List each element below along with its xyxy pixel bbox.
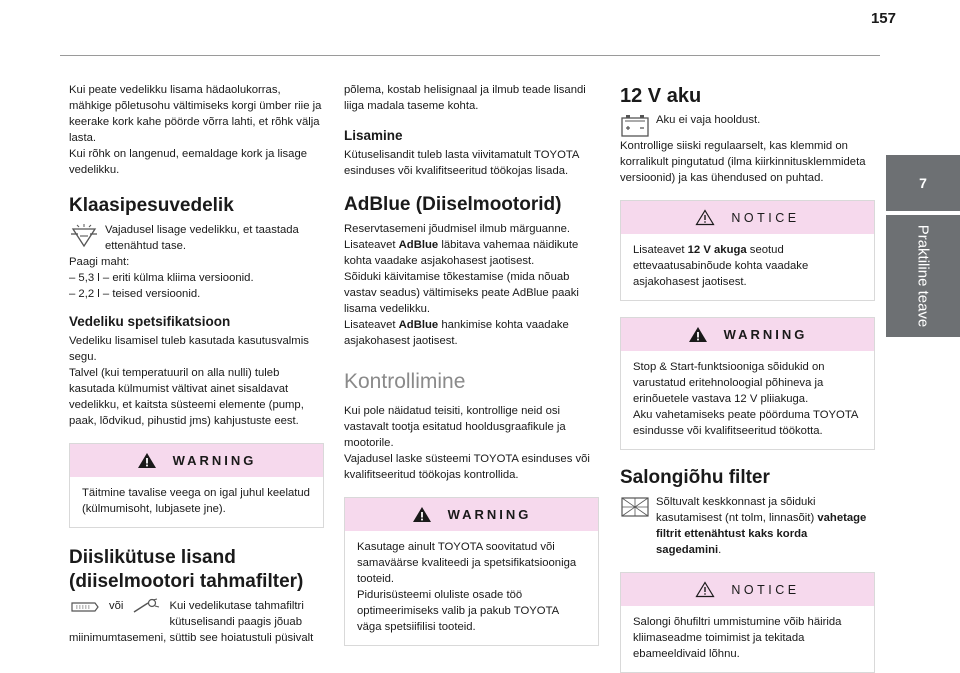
intro-paragraph-2: Kui rõhk on langenud, eemaldage kork ja lisage vedelikku.	[69, 148, 308, 176]
spec-text-1: Vedeliku lisamisel tuleb kasutada kasutusvalmis segu.	[69, 335, 309, 363]
warning-triangle-icon	[412, 506, 432, 523]
engine-service-icon	[131, 598, 161, 616]
fuel-additive-warning-icon	[69, 598, 101, 616]
cabin-filter-heading: Salongiõhu filter	[620, 467, 770, 488]
warning-text: Täitmine tavalise veega on igal juhul keelatud (külmumisoht, lubjasete jne).	[82, 487, 310, 515]
notice-triangle-icon	[695, 581, 715, 598]
adblue-text-3: Sõiduki käivitamise tõkestamise (mida nõuab vastav seadus) vältimiseks peate AdBlue paaki lisama vedelikku.	[344, 271, 579, 315]
battery-line-1: Aku ei vaja hooldust.	[656, 114, 761, 126]
warning-text-1: Kasutage ainult TOYOTA soovitatud või samaväärse kvaliteedi ja spetsifikatsiooniga tooteid.	[357, 541, 577, 585]
diesel-text-a: Kui vedelikutase tahmafiltri kütuselisandi paagis jõuab	[169, 600, 304, 628]
diesel-or: või	[109, 600, 124, 612]
adding-heading: Lisamine	[344, 128, 403, 143]
diesel-continuation: põlema, kostab helisignaal ja ilmub teade lisandi liiga madala taseme kohta.	[344, 84, 586, 112]
adblue-text-4: Lisateavet AdBlue hankimise kohta vaadake asjakohasest jaotisest.	[344, 319, 569, 347]
warning-box-1	[69, 443, 324, 528]
notice-box-1	[620, 200, 875, 301]
battery-heading: 12 V aku	[620, 85, 702, 107]
warning-label: WARNING	[447, 506, 532, 522]
diesel-additive-heading-1: Diislikütuse lisand	[69, 547, 236, 568]
cabin-filter-icon	[620, 494, 650, 520]
adblue-text-1: Reservtasemeni jõudmisel ilmub märguanne.	[344, 223, 571, 235]
control-text-1: Kui pole näidatud teisiti, kontrollige neid osi vastavalt tootja esitatud hooldusgraafikule ja mootorile.	[344, 405, 566, 449]
battery-line-2: Kontrollige siiski regulaarselt, kas klemmid on korralikult pingutatud (ilma kiirkinnitusklemmideta versioonid) ja kas ühendused on puhtad.	[620, 140, 866, 184]
notice-label: NOTICE	[731, 582, 800, 597]
washer-fluid-level-icon	[69, 222, 99, 250]
warning-text-2: Aku vahetamiseks peate pöörduma TOYOTA esindusse või kvalifitseeritud töökotta.	[633, 409, 858, 437]
spec-heading: Vedeliku spetsifikatsioon	[69, 314, 231, 329]
adblue-text-2: Lisateavet AdBlue läbitava vahemaa näidikute kohta vaadake asjakohasest jaotisest.	[344, 239, 579, 267]
warning-label: WARNING	[172, 452, 257, 468]
capacity-item-1: – 5,3 l – eriti külma kliima versioonid.	[69, 272, 254, 284]
chapter-title: Praktiline teave	[914, 224, 932, 328]
intro-paragraph-1: Kui peate vedelikku lisama hädaolukorras, mähkige põletusohu vältimiseks korgi ümber riie ja keerake kork kahe pöörde võrra lahti, et rõhk välja lasta.	[69, 84, 322, 144]
column-1	[69, 82, 324, 646]
warning-triangle-icon	[688, 326, 708, 343]
notice-box-2	[620, 572, 875, 673]
spec-text-2: Talvel (kui temperatuuril on alla nulli) tuleb kasutada külmumist vältivat ainet sisaldavat vedelikku, et kaitsta süsteemi elemente (pump, paak, lõdvikud, pihustid jms) kahjustuste eest.	[69, 367, 304, 427]
warning-box-header	[70, 444, 323, 477]
capacity-item-2: – 2,2 l – teised versioonid.	[69, 288, 201, 300]
warning-box-2	[344, 497, 599, 646]
header-rule	[60, 55, 880, 56]
adblue-heading: AdBlue (Diiselmootorid)	[344, 194, 562, 215]
page-number: 157	[870, 10, 896, 27]
washer-fluid-heading: Klaasipesuvedelik	[69, 195, 234, 216]
control-text-2: Vajadusel laske süsteemi TOYOTA esinduses või kvalifitseeritud töökojas kontrollida.	[344, 453, 590, 481]
diesel-text-b: miinimumtasemeni, süttib see hoiatustuli püsivalt	[69, 632, 314, 644]
notice-text-2: Salongi õhufiltri ummistumine võib häirida kliimaseadme toimimist ja tekitada ebameeldivaid lõhnu.	[633, 616, 842, 660]
warning-label: WARNING	[723, 326, 808, 342]
warning-box-3	[620, 317, 875, 450]
washer-fluid-text: Vajadusel lisage vedelikku, et taastada ettenähtud tase.	[105, 224, 299, 252]
column-2	[344, 82, 599, 646]
warning-text-2: Pidurisüsteemi oluliste osade töö optimeerimiseks valib ja pakub TOYOTA väga spetsiifilisi tooteid.	[357, 589, 559, 633]
notice-text-1: Lisateavet 12 V akuga seotud ettevaatusabinõude kohta vaadake asjakohasest jaotisest.	[633, 244, 809, 288]
control-heading: Kontrollimine	[344, 370, 466, 393]
warning-triangle-icon	[137, 452, 157, 469]
notice-triangle-icon	[695, 209, 715, 226]
battery-icon	[620, 112, 650, 138]
chapter-number-tab: 7	[886, 155, 960, 211]
notice-label: NOTICE	[731, 210, 800, 225]
column-3	[620, 82, 875, 673]
warning-text-1: Stop & Start-funktsiooniga sõidukid on varustatud eritehnoloogial põhineva ja erinõuetele vastava 12 V pliiakuga.	[633, 361, 825, 405]
adding-text: Kütuselisandit tuleb lasta viivitamatult TOYOTA esinduses või kvalifitseeritud töökojas lisada.	[344, 149, 579, 177]
cabin-filter-text: Sõltuvalt keskkonnast ja sõiduki kasutamisest (nt tolm, linnasõit) vahetage filtrit ettenähtust kaks korda sagedamini.	[656, 496, 867, 556]
capacity-title: Paagi maht:	[69, 256, 130, 268]
chapter-title-tab	[886, 215, 960, 337]
diesel-additive-heading-2: (diiselmootori tahmafilter)	[69, 571, 304, 592]
